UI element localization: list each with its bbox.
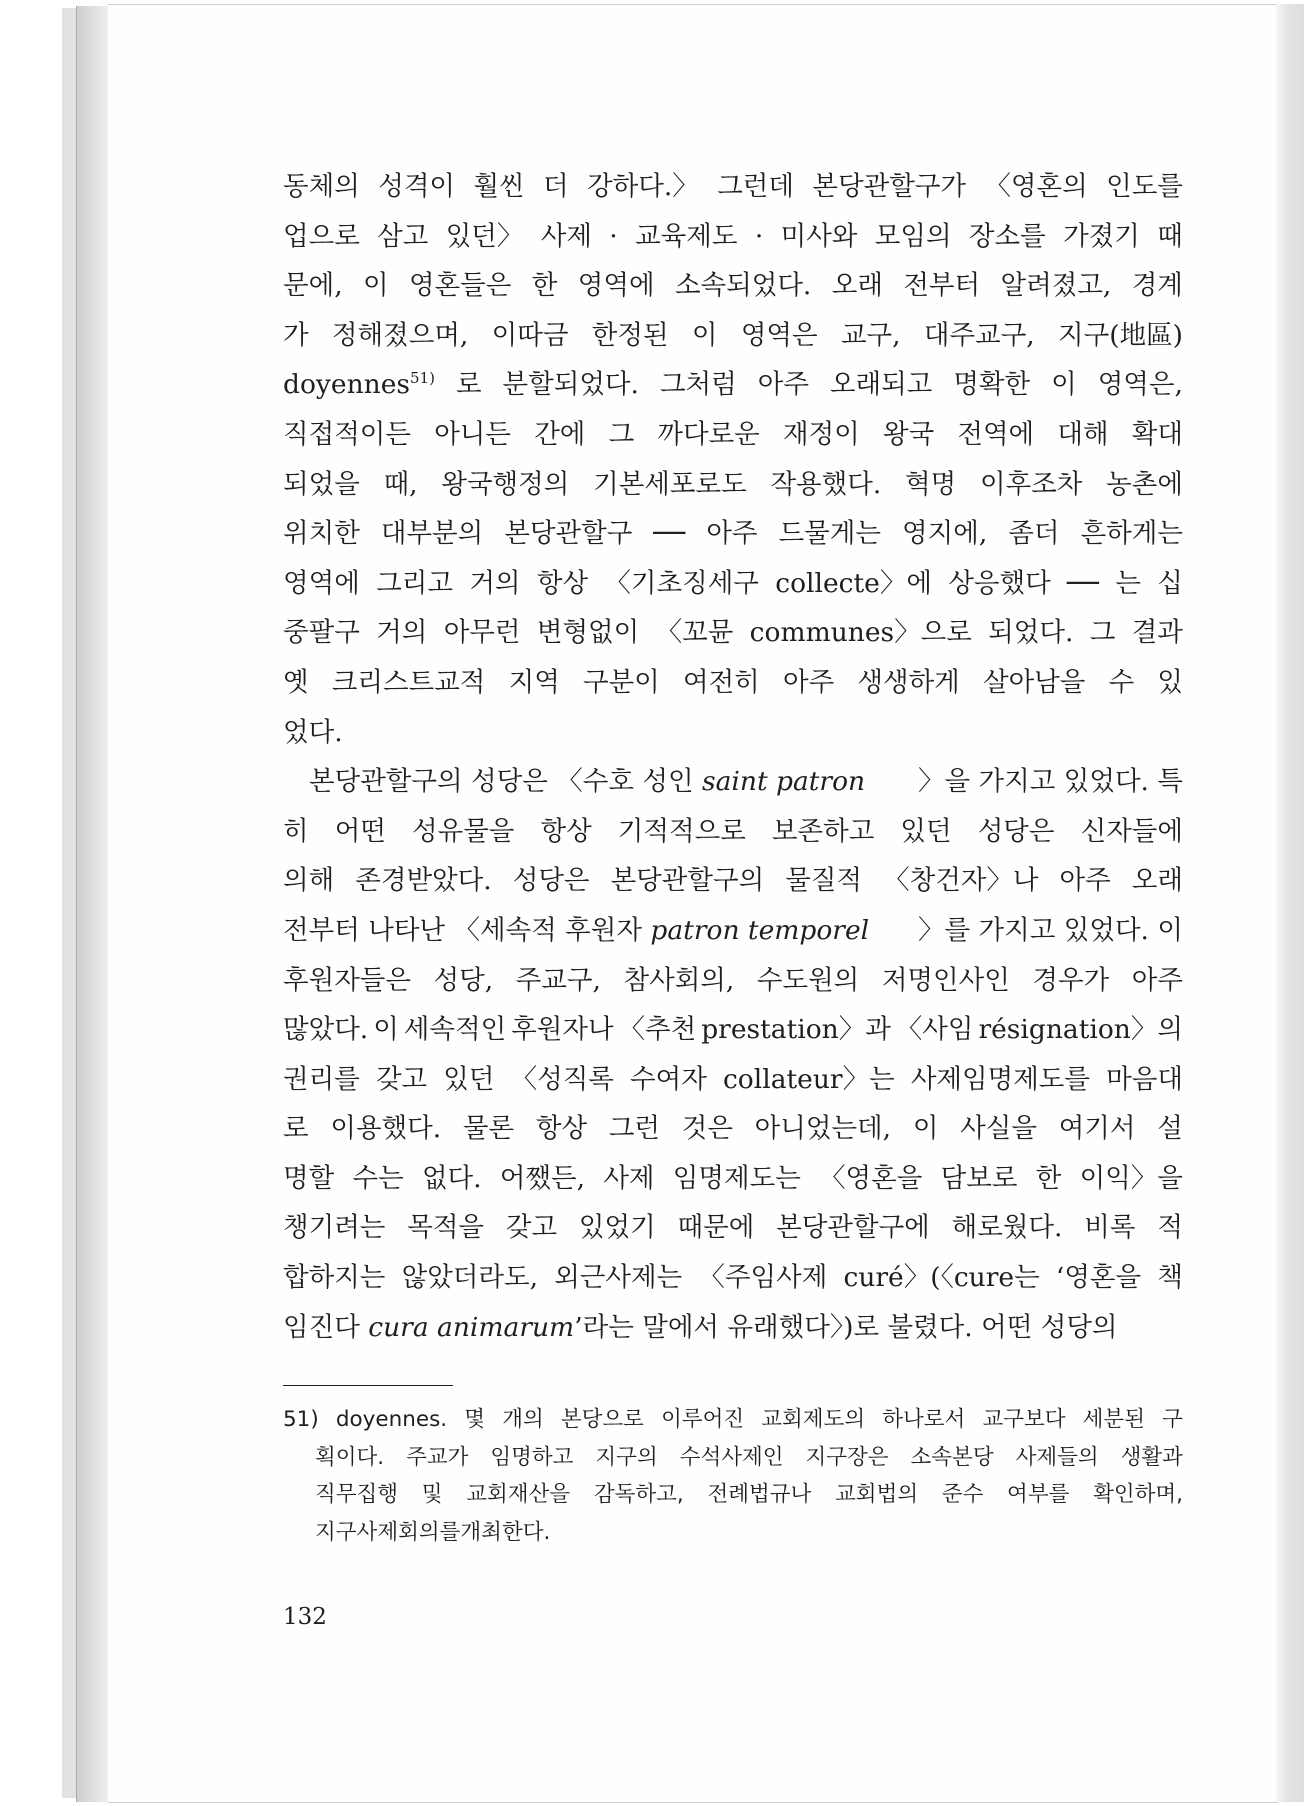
word: 해로웠다. [951,1212,1063,1244]
word: · [609,220,618,252]
word: 획이다. [315,1444,385,1470]
word: 많았다. [283,1014,369,1046]
word: 영혼들은 [408,270,512,302]
word: 구 [1162,1407,1183,1432]
word: 여부를 [1007,1482,1070,1507]
p2-line12: 임진다 cura animarum’라는 말에서 유래했다〉)로 불렸다. 어떤 성당의 [283,1311,1118,1343]
word: 동체의 [283,171,360,202]
word: 지구 [315,1519,357,1545]
word: 본당으로 [560,1407,644,1432]
word: 구분이 [582,666,660,698]
word: 성당, [433,964,494,996]
word: 갖고 [375,1063,428,1095]
word: 사제임명제도를 [910,1063,1091,1095]
word: 〈꼬뮨 [655,617,734,649]
word: 외근사제는 [554,1262,683,1294]
word: 때, [383,468,418,500]
word: 주교구, [515,964,601,996]
word: 이 [691,319,718,351]
word: 이루어진 [661,1407,745,1432]
word: 전부터 [903,270,981,302]
text-line [283,956,1183,1006]
word: communes〉으로 [749,617,972,649]
word: résignation〉의 [978,1014,1183,1046]
p2-line4-tail: 〉를 가지고 있었다. 이 [918,914,1183,946]
text-line [283,906,1183,956]
word: 장소를 [968,220,1046,252]
word: 상응했다 [948,567,1051,599]
word: 전례법규나 [707,1482,812,1507]
word: 사실을 [960,1113,1037,1145]
word: 교회재산을 [466,1482,571,1507]
word: 항상 [536,567,589,599]
word: 생활과 [1120,1444,1183,1470]
text-line [283,807,1183,857]
page-number: 132 [283,1604,327,1630]
word: 이 [912,1113,939,1145]
word: 문에, [283,270,343,302]
word: 직무집행 [315,1482,399,1507]
word: 이 [373,1014,399,1046]
word: 개의 [502,1407,544,1432]
word: 있던 [443,1063,495,1095]
word: 아주 [782,666,835,698]
word: 영역은, [1097,369,1183,401]
word: 정해졌으며, [331,319,469,351]
word: 왕국행정의 [441,468,570,500]
word: 업으로 [283,220,360,252]
word: 항상 [540,815,592,847]
word: 영역은 [740,319,818,351]
word: 명확한 [953,369,1031,401]
word: 여기서 [1058,1113,1136,1145]
word: 아무런 [443,617,521,649]
word: 기적적으로 [617,815,746,847]
word: 세분된 [1082,1407,1145,1432]
word: 준수 [941,1482,984,1507]
word: 후원자들은 [283,964,411,996]
word: 이익〉을 [1079,1162,1183,1194]
word: 임명하고 [490,1444,574,1470]
doyennes-term: doyennes$^{51)}$ [283,369,435,401]
word: 아니든 [434,418,511,450]
word: 없다. [421,1162,482,1194]
word: 성당은 [977,815,1055,847]
word: 십 [1157,567,1183,599]
word: 좀더 [1008,518,1060,550]
word: 한 [531,270,558,302]
text-line [283,410,1183,460]
word: 로 [455,369,482,401]
word: 거의 [469,567,521,599]
word: 존경받았다. [355,865,492,897]
footnote-line [283,1401,1183,1439]
word: 및 [421,1482,443,1507]
word: · [754,220,764,252]
page-edge [1276,4,1304,1802]
text-line [283,658,1183,708]
word: 훨씬 [473,171,525,202]
word: 세속적인 [403,1014,507,1046]
word: 교구, [840,319,901,351]
word: 책 [1157,1262,1183,1294]
p2-line4: 전부터 나타난 〈세속적 후원자 patron temporel [283,914,870,946]
word: 수는 [352,1162,404,1194]
word: 중팔구 [283,617,360,649]
word: 살아남을 [982,666,1086,698]
word: 지구(地區) [1058,319,1183,351]
word: 물질적 [785,865,863,897]
word: 거의 [376,617,428,649]
word: 수석사제인 [679,1444,784,1470]
word: 담보로 [940,1162,1018,1194]
text-line [283,1203,1183,1253]
text-line [283,1303,1183,1353]
text-line [283,212,1183,262]
word: 몇 [464,1407,486,1432]
footnote [283,1401,1183,1551]
word: 지구의 [595,1444,658,1470]
word: 되었을 [283,468,360,500]
word: 합하지는 [283,1262,386,1294]
word: 영역에 [283,567,360,599]
text-line [283,261,1183,311]
word: 기본세포로도 [593,468,747,500]
word: 성격이 [378,171,456,202]
word: 〈주임사제 [698,1262,828,1294]
word: 소속되었다. [674,270,812,302]
word: 한정된 [591,319,669,351]
word: 주교가 [406,1444,469,1470]
body-text [283,162,1183,1352]
word: 까다로운 [657,418,760,450]
word: 생생하게 [857,666,960,698]
word: 지구장은 [805,1444,889,1470]
word: 오래 [1131,865,1183,897]
word: 드물게는 [778,518,881,550]
word: 물론 [462,1113,515,1145]
text-line [283,162,1183,212]
word: 사제들의 [1015,1444,1099,1470]
word: 성당은 [512,865,590,897]
word: 미사와 [780,220,858,252]
word: 분할되었다. [502,369,639,401]
word: 는 [1115,567,1141,599]
word: 아주 [1059,865,1111,897]
word: 설 [1157,1113,1183,1145]
word: 경계 [1131,270,1183,302]
word: 가 [283,319,309,351]
word: collateur〉는 [722,1063,895,1095]
word: 신자들에 [1080,815,1183,847]
text-line [283,856,1183,906]
text-line [283,1104,1183,1154]
word: 확대 [1131,418,1183,450]
text-line [283,360,1183,410]
word: 비록 [1084,1212,1136,1244]
word: 있던〉 [445,220,524,252]
word: 그런데 [717,171,795,202]
word: ── [1067,567,1099,599]
word: 않았더라도, [401,1262,539,1294]
word: 본당관할구 [504,518,633,550]
word: 농촌에 [1106,468,1183,500]
word: ── [653,518,686,550]
word: 사제 [540,220,592,252]
word: 영역에 [577,270,655,302]
word: 작용했다. [770,468,882,500]
word: 개최한다. [460,1519,551,1545]
word: 본당관할구에 [776,1212,930,1244]
footnote-rule [283,1385,453,1386]
word: 알려졌고, [1000,270,1112,302]
word: 갖고 [505,1212,558,1244]
word: 옛 [283,666,309,698]
word: 그처럼 [659,369,737,401]
word: 참사회의, [623,964,735,996]
word: 사제 [603,1162,655,1194]
word: 가졌기 [1063,220,1140,252]
word: 성유물을 [412,815,515,847]
text-line [283,509,1183,559]
word: 소속본당 [910,1444,994,1470]
word: 크리스트교적 [331,666,486,698]
word: 〈기초징세구 [604,567,759,599]
word: 수 [1108,666,1135,698]
word: 인도를 [1106,171,1183,202]
word: 었다. [283,716,343,748]
word: 위치한 [283,518,360,550]
word: 51) [283,1407,319,1432]
footnote-ref: 51) [410,369,435,388]
word: 지역 [508,666,560,698]
footnote-line [283,1476,1183,1514]
word: 여전히 [682,666,760,698]
word: ‘영혼을 [1055,1262,1142,1294]
word: 수여자 [630,1063,707,1095]
word: 임명제도는 [672,1162,801,1194]
word: 때문에 [677,1212,755,1244]
word: collecte〉에 [775,567,932,599]
p2-line1-tail: 〉을 가지고 있었다. 특 [918,766,1183,798]
word: 때 [1157,220,1183,252]
word: 이용했다. [330,1113,442,1145]
word: 명할 [283,1162,335,1194]
word: 적 [1157,1212,1183,1244]
word: curé〉(〈cure는 [843,1262,1040,1294]
word: 이따금 [491,319,569,351]
word: 아니었는데, [754,1113,892,1145]
word: 저명인사인 [881,964,1010,996]
word: prestation〉과 [701,1014,891,1046]
footnote-line [283,1514,1183,1552]
word: doyennes. [335,1407,448,1432]
word: 교구보다 [982,1407,1066,1432]
word: 로 [283,1113,309,1145]
word: 히 [283,815,309,847]
word: 혁명 [905,468,957,500]
word: 사제회의를 [356,1519,461,1545]
word: 있던 [900,815,952,847]
word: 확인하며, [1093,1482,1183,1507]
footnote-line [283,1439,1183,1477]
text-line [283,311,1183,361]
word: 왕국 [882,418,935,450]
word: 아주 [757,369,809,401]
word: 챙기려는 [283,1212,386,1244]
word: 권리를 [283,1063,360,1095]
word: 그런 [608,1113,660,1145]
word: 오래되고 [829,369,933,401]
word: 보존하고 [771,815,875,847]
word: 어쨌든, [499,1162,586,1194]
word: 아주 [706,518,758,550]
word: 〈영혼을 [819,1162,923,1194]
word: 경우가 [1032,964,1110,996]
text-line [283,608,1183,658]
word: 있었기 [578,1212,656,1244]
word: 본당관할구의 [610,865,765,897]
word: 하나로서 [882,1407,966,1432]
word: 목적을 [407,1212,485,1244]
word: 되었다. [988,617,1074,649]
word: 더 [543,171,569,202]
word: 변형없이 [536,617,640,649]
word: 강하다.〉 [587,171,699,202]
text-line [283,559,1183,609]
word: 본당관할구가 [812,171,967,202]
word: 결과 [1131,617,1183,649]
word: 전역에 [957,418,1035,450]
word: 한 [1035,1162,1062,1194]
text-line [283,1154,1183,1204]
word: 교육제도 [635,220,738,252]
word: 오래 [831,270,883,302]
word: 〈사임 [895,1014,974,1046]
word: 〈창건자〉나 [883,865,1039,897]
word: 대부분의 [380,518,484,550]
word: 삼고 [377,220,429,252]
word: 교회제도의 [761,1407,866,1432]
word: 수도원의 [756,964,860,996]
word: 이 [363,270,389,302]
word: 재정이 [782,418,860,450]
word: 직접적이든 [283,418,411,450]
word: 대주교구, [923,319,1035,351]
word: 항상 [535,1113,588,1145]
word: 이 [1051,369,1077,401]
text-line [283,1253,1183,1303]
word: 아주 [1131,964,1183,996]
text-line [283,1055,1183,1105]
text-line [283,708,1183,758]
word: 그리고 [376,567,453,599]
word: 의해 [283,865,335,897]
word: 마음대 [1106,1063,1183,1095]
word: 〈영혼의 [984,171,1088,202]
word: 흔하게는 [1080,518,1183,550]
text-line [283,1005,1183,1055]
word: 그 [1089,617,1116,649]
word: 후원자나 [511,1014,614,1046]
text-line [283,460,1183,510]
p2-line1: 본당관할구의 성당은 〈수호 성인 saint patron [309,766,866,798]
word: 영지에, [902,518,988,550]
word: 모임의 [874,220,952,252]
word: 있 [1157,666,1183,698]
word: 간에 [534,418,586,450]
text-line [283,757,1183,807]
word: 교회법의 [835,1482,919,1507]
word: 감독하고, [593,1482,684,1507]
word: 어떤 [334,815,386,847]
word: 것은 [681,1113,733,1145]
word: 대해 [1057,418,1109,450]
word: 〈추천 [618,1014,697,1046]
word: 〈성직록 [510,1063,614,1095]
word: 그 [608,418,635,450]
word: 이후조차 [979,468,1083,500]
